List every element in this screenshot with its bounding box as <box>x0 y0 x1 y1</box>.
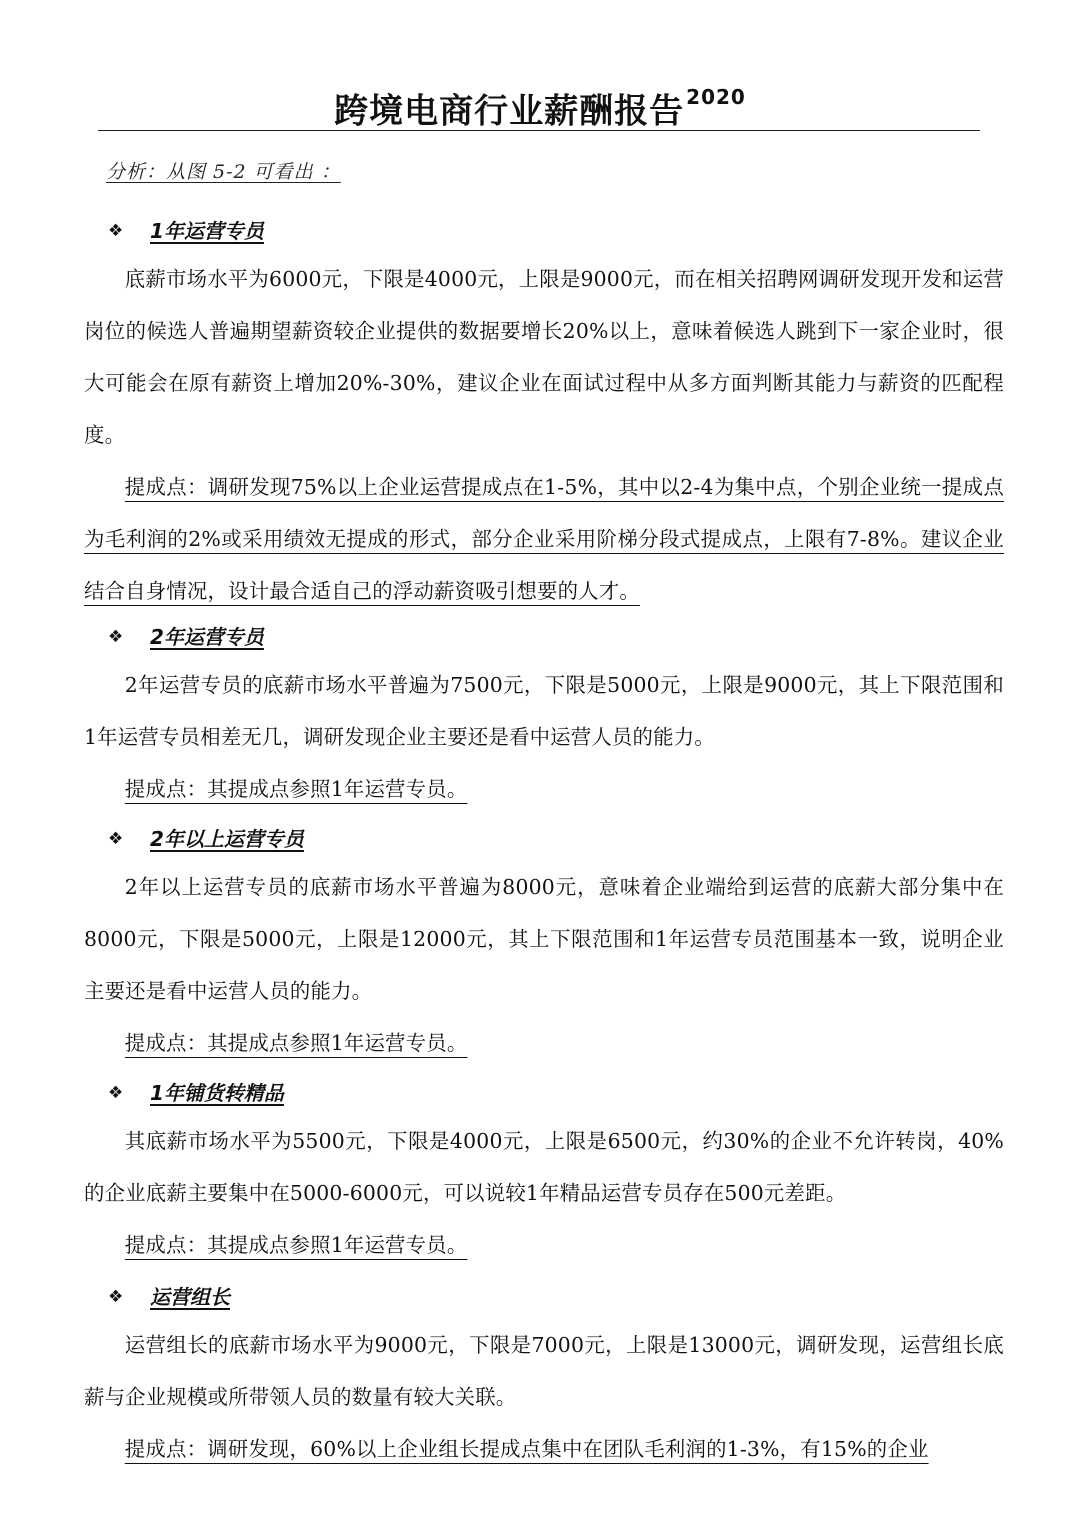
page-title <box>0 78 1080 136</box>
analysis-intro: 分析：从图 5-2 可看出 ： <box>106 161 341 183</box>
section-heading <box>84 817 1004 861</box>
section-heading-text: 1年运营专员 <box>150 219 264 243</box>
title-year: 2020 <box>686 85 746 109</box>
section-heading-text: 1年铺货转精品 <box>150 1081 284 1105</box>
diamond-bullet-icon: ❖ <box>108 627 124 647</box>
commission-note: 提成点：调研发现，60%以上企业组长提成点集中在团队毛利润的1-3%，有15%的企业 <box>124 1437 929 1461</box>
diamond-bullet-icon: ❖ <box>108 829 124 849</box>
commission-note: 提成点：其提成点参照1年运营专员。 <box>124 777 468 801</box>
diamond-bullet-icon: ❖ <box>108 1083 124 1103</box>
section-operations-team-lead <box>84 1275 1004 1475</box>
title-divider <box>98 130 980 131</box>
section-1yr-distribution-to-premium <box>84 1071 1004 1271</box>
commission-note: 提成点：调研发现75%以上企业运营提成点在1-5%，其中以2-4为集中点，个别企业统一提成点为毛利润的2%或采用绩效无提成的形式，部分企业采用阶梯分段式提成点，上限有7-8%。建议企业结合自身情况，设计最合适自己的浮动薪资吸引想要的人才。 <box>84 475 1004 603</box>
section-1yr-operations <box>84 209 1004 617</box>
section-2yr-operations <box>84 615 1004 815</box>
section-body: 2年运营专员的底薪市场水平普遍为7500元，下限是5000元，上限是9000元，其上下限范围和1年运营专员相差无几，调研发现企业主要还是看中运营人员的能力。 <box>84 673 1004 749</box>
section-heading-text: 2年以上运营专员 <box>150 827 304 851</box>
diamond-bullet-icon: ❖ <box>108 221 124 241</box>
section-body: 底薪市场水平为6000元，下限是4000元，上限是9000元，而在相关招聘网调研发现开发和运营岗位的候选人普遍期望薪资较企业提供的数据要增长20%以上，意味着候选人跳到下一家企业时，很大可能会在原有薪资上增加20%-30%，建议企业在面试过程中从多方面判断其能力与薪资的匹配程度。 <box>84 267 1004 447</box>
section-body: 其底薪市场水平为5500元，下限是4000元，上限是6500元，约30%的企业不允许转岗，40%的企业底薪主要集中在5000-6000元，可以说较1年精品运营专员存在500元差距。 <box>84 1129 1004 1205</box>
commission-note: 提成点：其提成点参照1年运营专员。 <box>124 1233 468 1257</box>
diamond-bullet-icon: ❖ <box>108 1287 124 1307</box>
section-heading <box>84 1071 1004 1115</box>
title-text: 跨境电商行业薪酬报告 <box>334 91 685 132</box>
section-heading <box>84 1275 1004 1319</box>
section-body: 2年以上运营专员的底薪市场水平普遍为8000元，意味着企业端给到运营的底薪大部分集中在8000元，下限是5000元，上限是12000元，其上下限范围和1年运营专员范围基本一致，说明企业主要还是看中运营人员的能力。 <box>84 875 1004 1003</box>
section-body: 运营组长的底薪市场水平为9000元，下限是7000元，上限是13000元，调研发现，运营组长底薪与企业规模或所带领人员的数量有较大关联。 <box>84 1333 1004 1409</box>
section-heading <box>84 209 1004 253</box>
section-2yr-plus-operations <box>84 817 1004 1069</box>
section-heading <box>84 615 1004 659</box>
commission-note: 提成点：其提成点参照1年运营专员。 <box>124 1031 468 1055</box>
section-heading-text: 运营组长 <box>150 1285 230 1309</box>
section-heading-text: 2年运营专员 <box>150 625 264 649</box>
